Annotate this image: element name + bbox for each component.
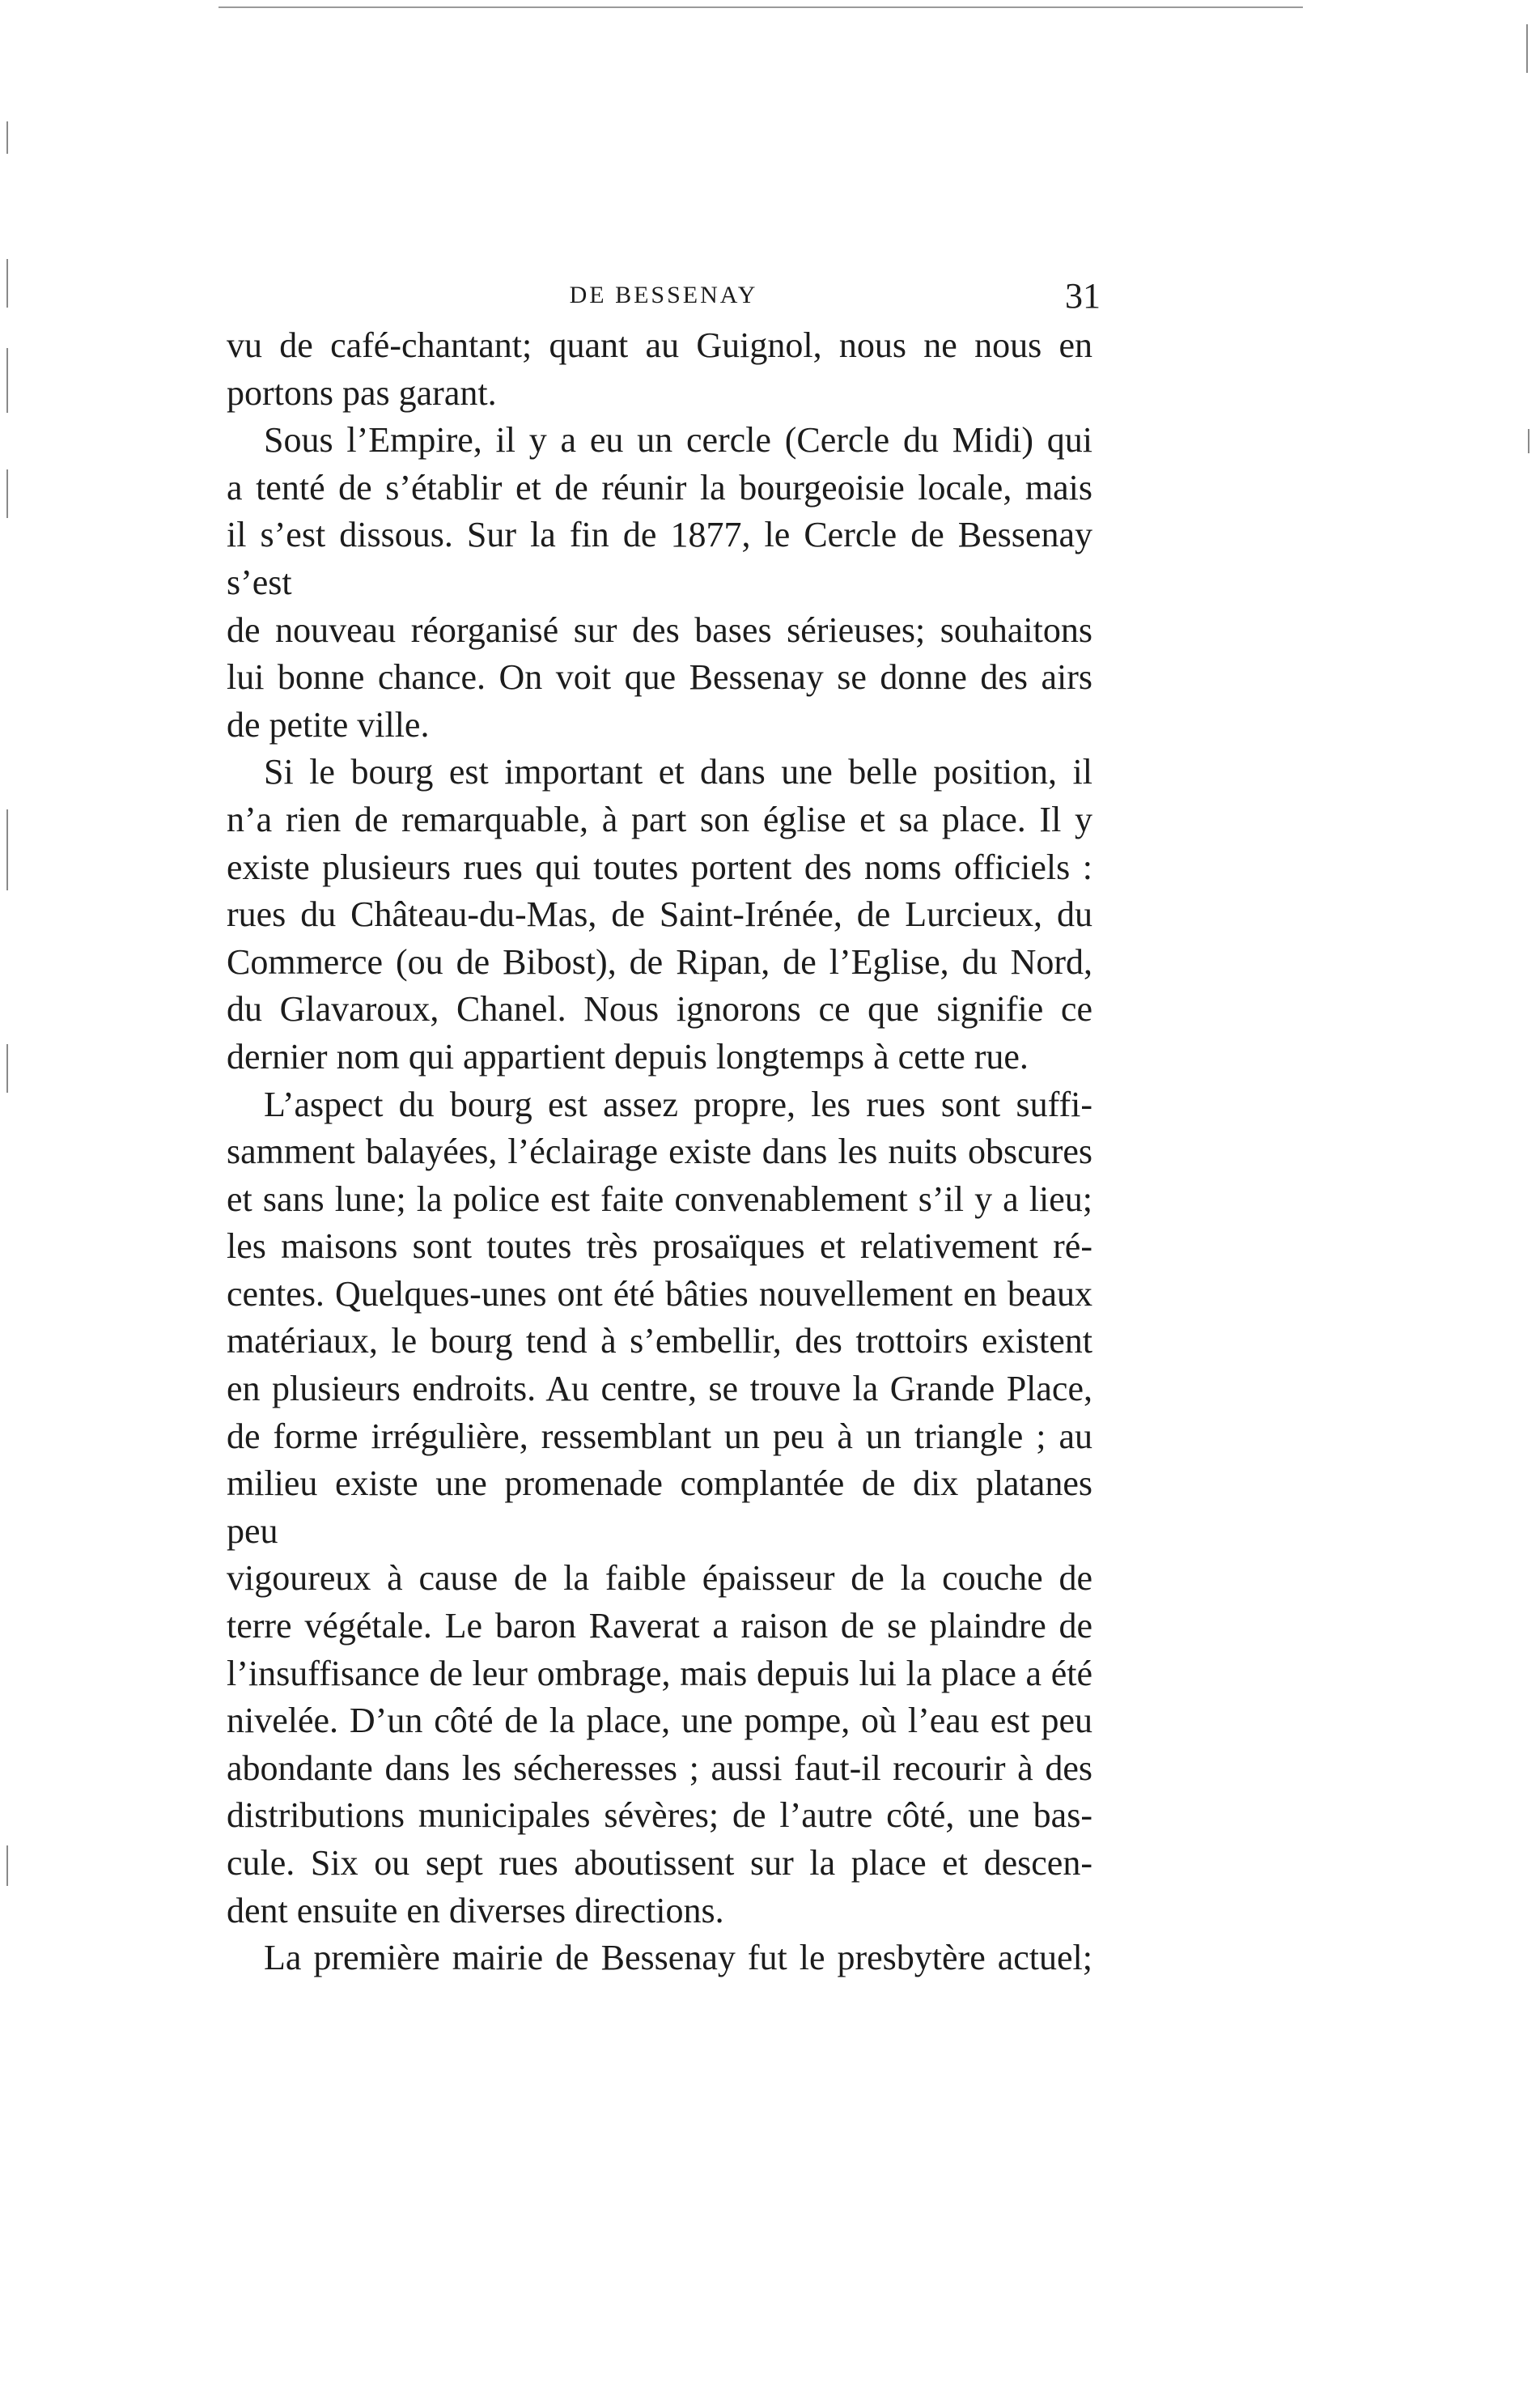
text-line: a tenté de s’établir et de réunir la bourgeoisie locale, mais <box>227 467 1092 508</box>
running-title: DE BESSENAY <box>569 282 758 308</box>
text-line: de forme irrégulière, ressemblant un peu à un triangle ; au <box>227 1416 1092 1456</box>
text-line: centes. Quelques-unes ont été bâties nouvellement en beaux <box>227 1273 1092 1314</box>
text-line: matériaux, le bourg tend à s’embellir, des trottoirs existent <box>227 1321 1092 1361</box>
text-line: portons pas garant. <box>227 372 497 413</box>
scan-edge-mark <box>6 259 8 308</box>
text-line: lui bonne chance. On voit que Bessenay se donne des airs <box>227 657 1092 698</box>
text-line: milieu existe une promenade complantée de dix platanes peu <box>227 1463 1092 1551</box>
text-line: nivelée. D’un côté de la place, une pompe, où l’eau est peu <box>227 1701 1092 1741</box>
text-line: l’insuffisance de leur ombrage, mais depuis lui la place a été <box>227 1653 1092 1693</box>
scan-edge-mark <box>6 1845 8 1886</box>
text-line: les maisons sont toutes très prosaïques et relativement ré- <box>227 1226 1092 1267</box>
text-line: et sans lune; la police est faite convenablement s’il y a lieu; <box>227 1179 1092 1219</box>
paragraph <box>227 417 1092 749</box>
text-line: La première mairie de Bessenay fut le presbytère actuel; <box>264 1938 1092 1978</box>
scan-edge-mark <box>6 809 8 890</box>
text-line: Commerce (ou de Bibost), de Ripan, de l’Eglise, du Nord, <box>227 941 1092 982</box>
text-line: abondante dans les sécheresses ; aussi faut-il recourir à des <box>227 1748 1092 1788</box>
scan-edge-mark <box>6 348 8 413</box>
text-line: n’a rien de remarquable, à part son église et sa place. Il y <box>227 799 1092 839</box>
text-line: existe plusieurs rues qui toutes portent des noms officiels : <box>227 847 1092 887</box>
text-line: samment balayées, l’éclairage existe dans les nuits obscures <box>227 1132 1092 1172</box>
text-line: vigoureux à cause de la faible épaisseur de la couche de <box>227 1558 1092 1599</box>
text-line: dent ensuite en diverses directions. <box>227 1890 724 1930</box>
text-line: en plusieurs endroits. Au centre, se trouve la Grande Place, <box>227 1369 1092 1409</box>
text-line: de nouveau réorganisé sur des bases sérieuses; souhaitons <box>227 609 1092 650</box>
page-number: 31 <box>1065 276 1101 316</box>
scan-top-rule <box>218 6 1303 8</box>
text-line: du Glavaroux, Chanel. Nous ignorons ce que signifie ce <box>227 989 1092 1030</box>
text-line: rues du Château-du-Mas, de Saint-Irénée, de Lurcieux, du <box>227 894 1092 935</box>
text-line: de petite ville. <box>227 704 430 745</box>
scan-edge-mark <box>6 121 8 154</box>
scan-edge-mark <box>6 1044 8 1093</box>
running-head <box>227 275 1101 324</box>
text-line: dernier nom qui appartient depuis longtemps à cette rue. <box>227 1036 1029 1077</box>
text-line: il s’est dissous. Sur la fin de 1877, le Cercle de Bessenay s’est <box>227 515 1092 602</box>
paragraph <box>227 749 1092 1081</box>
text-line: Si le bourg est important et dans une belle position, il <box>264 752 1092 792</box>
text-line: distributions municipales sévères; de l’autre côté, une bas- <box>227 1795 1092 1836</box>
text-line: cule. Six ou sept rues aboutissent sur la place et descen- <box>227 1843 1092 1883</box>
scan-edge-mark <box>1526 24 1528 73</box>
paragraph <box>227 1934 1092 1982</box>
text-line: vu de café-chantant; quant au Guignol, nous ne nous en <box>227 325 1092 365</box>
body-text <box>227 322 1092 1982</box>
scan-edge-mark <box>6 469 8 518</box>
text-line: L’aspect du bourg est assez propre, les rues sont suffi- <box>264 1084 1092 1124</box>
text-line: Sous l’Empire, il y a eu un cercle (Cercle du Midi) qui <box>264 420 1092 461</box>
scan-edge-mark <box>1528 429 1529 453</box>
text-line: terre végétale. Le baron Raverat a raison de se plaindre de <box>227 1606 1092 1646</box>
paragraph <box>227 1081 1092 1935</box>
paragraph <box>227 322 1092 417</box>
